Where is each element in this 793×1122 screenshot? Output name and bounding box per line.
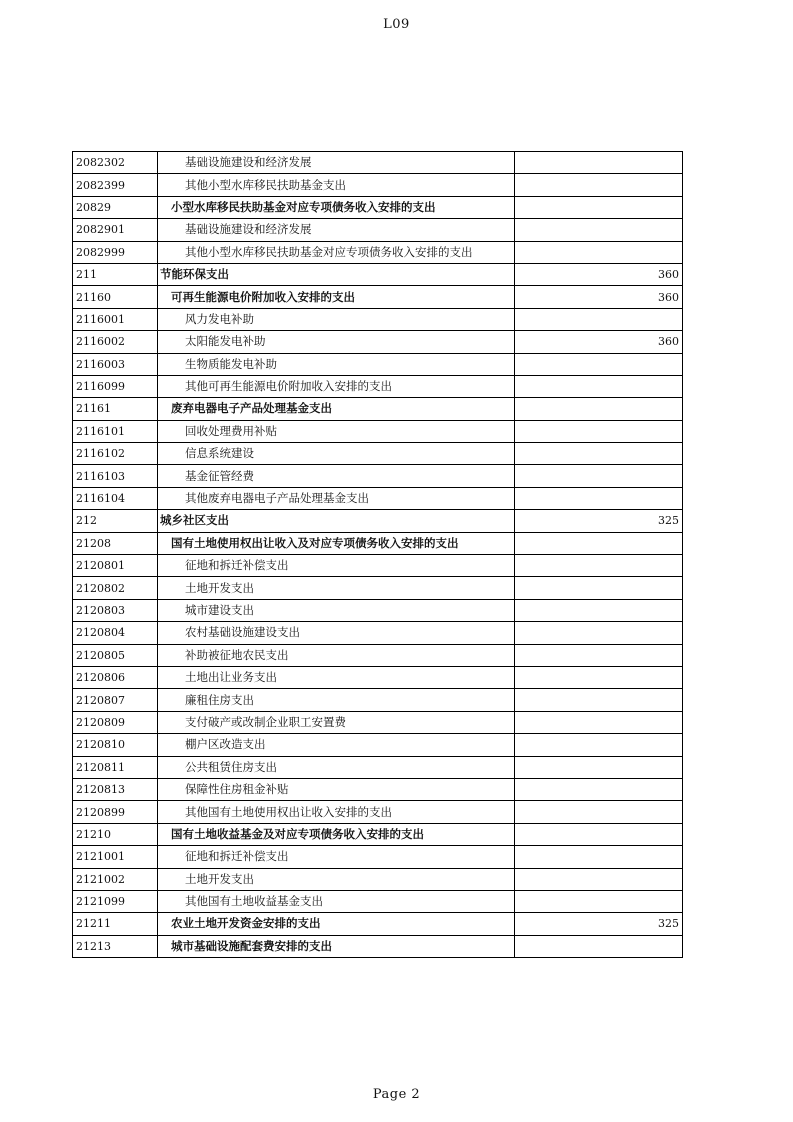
- table-row: [73, 555, 683, 577]
- row-code-cell: 2120810: [73, 734, 158, 756]
- row-amount-cell: [515, 465, 683, 487]
- row-amount-cell: [515, 644, 683, 666]
- row-code-cell: 212: [73, 510, 158, 532]
- row-name-cell: 土地开发支出: [158, 868, 515, 890]
- table-row: [73, 286, 683, 308]
- row-name-cell: 其他小型水库移民扶助基金支出: [158, 174, 515, 196]
- row-amount-cell: [515, 555, 683, 577]
- row-name-cell: 支付破产或改制企业职工安置费: [158, 711, 515, 733]
- row-amount-cell: [515, 443, 683, 465]
- row-name-cell: 可再生能源电价附加收入安排的支出: [158, 286, 515, 308]
- row-name-cell: 其他国有土地收益基金支出: [158, 890, 515, 912]
- row-name-cell: 节能环保支出: [158, 263, 515, 285]
- row-name-cell: 城乡社区支出: [158, 510, 515, 532]
- row-amount-cell: [515, 890, 683, 912]
- table-row: [73, 465, 683, 487]
- table-row: [73, 487, 683, 509]
- row-code-cell: 2120805: [73, 644, 158, 666]
- table-row: [73, 890, 683, 912]
- row-name-cell: 回收处理费用补贴: [158, 420, 515, 442]
- table-row: [73, 308, 683, 330]
- row-name-cell: 其他可再生能源电价附加收入安排的支出: [158, 375, 515, 397]
- budget-expenditure-table: [72, 151, 683, 958]
- row-amount-cell: [515, 196, 683, 218]
- row-code-cell: 20829: [73, 196, 158, 218]
- table-row: [73, 152, 683, 174]
- row-amount-cell: [515, 801, 683, 823]
- table-row: [73, 622, 683, 644]
- row-code-cell: 2120804: [73, 622, 158, 644]
- row-name-cell: 风力发电补助: [158, 308, 515, 330]
- row-amount-cell: [515, 868, 683, 890]
- row-code-cell: 2121001: [73, 846, 158, 868]
- row-name-cell: 其他废弃电器电子产品处理基金支出: [158, 487, 515, 509]
- table-row: [73, 263, 683, 285]
- row-code-cell: 2116102: [73, 443, 158, 465]
- row-amount-cell: [515, 846, 683, 868]
- row-name-cell: 生物质能发电补助: [158, 353, 515, 375]
- row-code-cell: 2116104: [73, 487, 158, 509]
- row-code-cell: 211: [73, 263, 158, 285]
- row-name-cell: 农业土地开发资金安排的支出: [158, 913, 515, 935]
- table-body: [73, 152, 683, 958]
- table-row: [73, 398, 683, 420]
- row-code-cell: 2120801: [73, 555, 158, 577]
- table-row: [73, 241, 683, 263]
- row-name-cell: 国有土地使用权出让收入及对应专项债务收入安排的支出: [158, 532, 515, 554]
- row-amount-cell: [515, 666, 683, 688]
- table-row: [73, 219, 683, 241]
- row-name-cell: 基础设施建设和经济发展: [158, 152, 515, 174]
- table-row: [73, 935, 683, 957]
- row-code-cell: 2116001: [73, 308, 158, 330]
- table-row: [73, 846, 683, 868]
- row-code-cell: 2120807: [73, 689, 158, 711]
- row-code-cell: 2116101: [73, 420, 158, 442]
- row-name-cell: 小型水库移民扶助基金对应专项债务收入安排的支出: [158, 196, 515, 218]
- row-name-cell: 土地开发支出: [158, 577, 515, 599]
- row-name-cell: 补助被征地农民支出: [158, 644, 515, 666]
- row-name-cell: 城市基础设施配套费安排的支出: [158, 935, 515, 957]
- table-row: [73, 868, 683, 890]
- row-code-cell: 2116002: [73, 331, 158, 353]
- table-row: [73, 644, 683, 666]
- row-name-cell: 征地和拆迁补偿支出: [158, 846, 515, 868]
- row-name-cell: 基础设施建设和经济发展: [158, 219, 515, 241]
- row-amount-cell: [515, 532, 683, 554]
- row-code-cell: 2120802: [73, 577, 158, 599]
- row-amount-cell: [515, 823, 683, 845]
- table-row: [73, 599, 683, 621]
- row-code-cell: 2120811: [73, 756, 158, 778]
- row-code-cell: 2121099: [73, 890, 158, 912]
- row-name-cell: 廉租住房支出: [158, 689, 515, 711]
- row-amount-cell: 360: [515, 331, 683, 353]
- table-row: [73, 443, 683, 465]
- table-row: [73, 196, 683, 218]
- row-name-cell: 土地出让业务支出: [158, 666, 515, 688]
- row-amount-cell: [515, 375, 683, 397]
- row-name-cell: 征地和拆迁补偿支出: [158, 555, 515, 577]
- row-amount-cell: 360: [515, 263, 683, 285]
- row-code-cell: 21210: [73, 823, 158, 845]
- table-row: [73, 174, 683, 196]
- table-row: [73, 510, 683, 532]
- row-code-cell: 21211: [73, 913, 158, 935]
- row-name-cell: 信息系统建设: [158, 443, 515, 465]
- row-amount-cell: [515, 420, 683, 442]
- table-row: [73, 532, 683, 554]
- row-code-cell: 2116003: [73, 353, 158, 375]
- table-row: [73, 778, 683, 800]
- row-name-cell: 棚户区改造支出: [158, 734, 515, 756]
- table-row: [73, 331, 683, 353]
- row-amount-cell: 325: [515, 510, 683, 532]
- row-amount-cell: 360: [515, 286, 683, 308]
- row-name-cell: 城市建设支出: [158, 599, 515, 621]
- row-code-cell: 2120899: [73, 801, 158, 823]
- table-row: [73, 577, 683, 599]
- row-code-cell: 21161: [73, 398, 158, 420]
- row-name-cell: 公共租赁住房支出: [158, 756, 515, 778]
- row-amount-cell: 325: [515, 913, 683, 935]
- row-amount-cell: [515, 778, 683, 800]
- row-name-cell: 太阳能发电补助: [158, 331, 515, 353]
- row-code-cell: 2082302: [73, 152, 158, 174]
- row-code-cell: 2116103: [73, 465, 158, 487]
- table-row: [73, 375, 683, 397]
- row-code-cell: 2120809: [73, 711, 158, 733]
- row-amount-cell: [515, 734, 683, 756]
- row-amount-cell: [515, 398, 683, 420]
- row-name-cell: 其他国有土地使用权出让收入安排的支出: [158, 801, 515, 823]
- row-name-cell: 其他小型水库移民扶助基金对应专项债务收入安排的支出: [158, 241, 515, 263]
- row-code-cell: 21160: [73, 286, 158, 308]
- row-code-cell: 21208: [73, 532, 158, 554]
- table-row: [73, 734, 683, 756]
- row-amount-cell: [515, 577, 683, 599]
- table-row: [73, 756, 683, 778]
- row-code-cell: 2116099: [73, 375, 158, 397]
- row-amount-cell: [515, 174, 683, 196]
- row-code-cell: 2120813: [73, 778, 158, 800]
- row-code-cell: 2082999: [73, 241, 158, 263]
- row-amount-cell: [515, 487, 683, 509]
- row-code-cell: 2120803: [73, 599, 158, 621]
- row-amount-cell: [515, 711, 683, 733]
- row-amount-cell: [515, 756, 683, 778]
- table-row: [73, 711, 683, 733]
- row-amount-cell: [515, 622, 683, 644]
- row-name-cell: 农村基础设施建设支出: [158, 622, 515, 644]
- table-row: [73, 353, 683, 375]
- page-footer-number: Page 2: [372, 1087, 421, 1102]
- row-amount-cell: [515, 599, 683, 621]
- row-name-cell: 保障性住房租金补贴: [158, 778, 515, 800]
- row-name-cell: 国有土地收益基金及对应专项债务收入安排的支出: [158, 823, 515, 845]
- row-amount-cell: [515, 219, 683, 241]
- row-code-cell: 2082901: [73, 219, 158, 241]
- table-row: [73, 801, 683, 823]
- row-code-cell: 2120806: [73, 666, 158, 688]
- row-code-cell: 2082399: [73, 174, 158, 196]
- table-row: [73, 420, 683, 442]
- table-row: [73, 913, 683, 935]
- row-code-cell: 21213: [73, 935, 158, 957]
- row-code-cell: 2121002: [73, 868, 158, 890]
- row-name-cell: 基金征管经费: [158, 465, 515, 487]
- row-amount-cell: [515, 935, 683, 957]
- page-header-title: L09: [383, 17, 410, 32]
- table-row: [73, 823, 683, 845]
- table-row: [73, 689, 683, 711]
- row-amount-cell: [515, 353, 683, 375]
- row-amount-cell: [515, 689, 683, 711]
- row-amount-cell: [515, 152, 683, 174]
- table-row: [73, 666, 683, 688]
- row-amount-cell: [515, 241, 683, 263]
- row-amount-cell: [515, 308, 683, 330]
- row-name-cell: 废弃电器电子产品处理基金支出: [158, 398, 515, 420]
